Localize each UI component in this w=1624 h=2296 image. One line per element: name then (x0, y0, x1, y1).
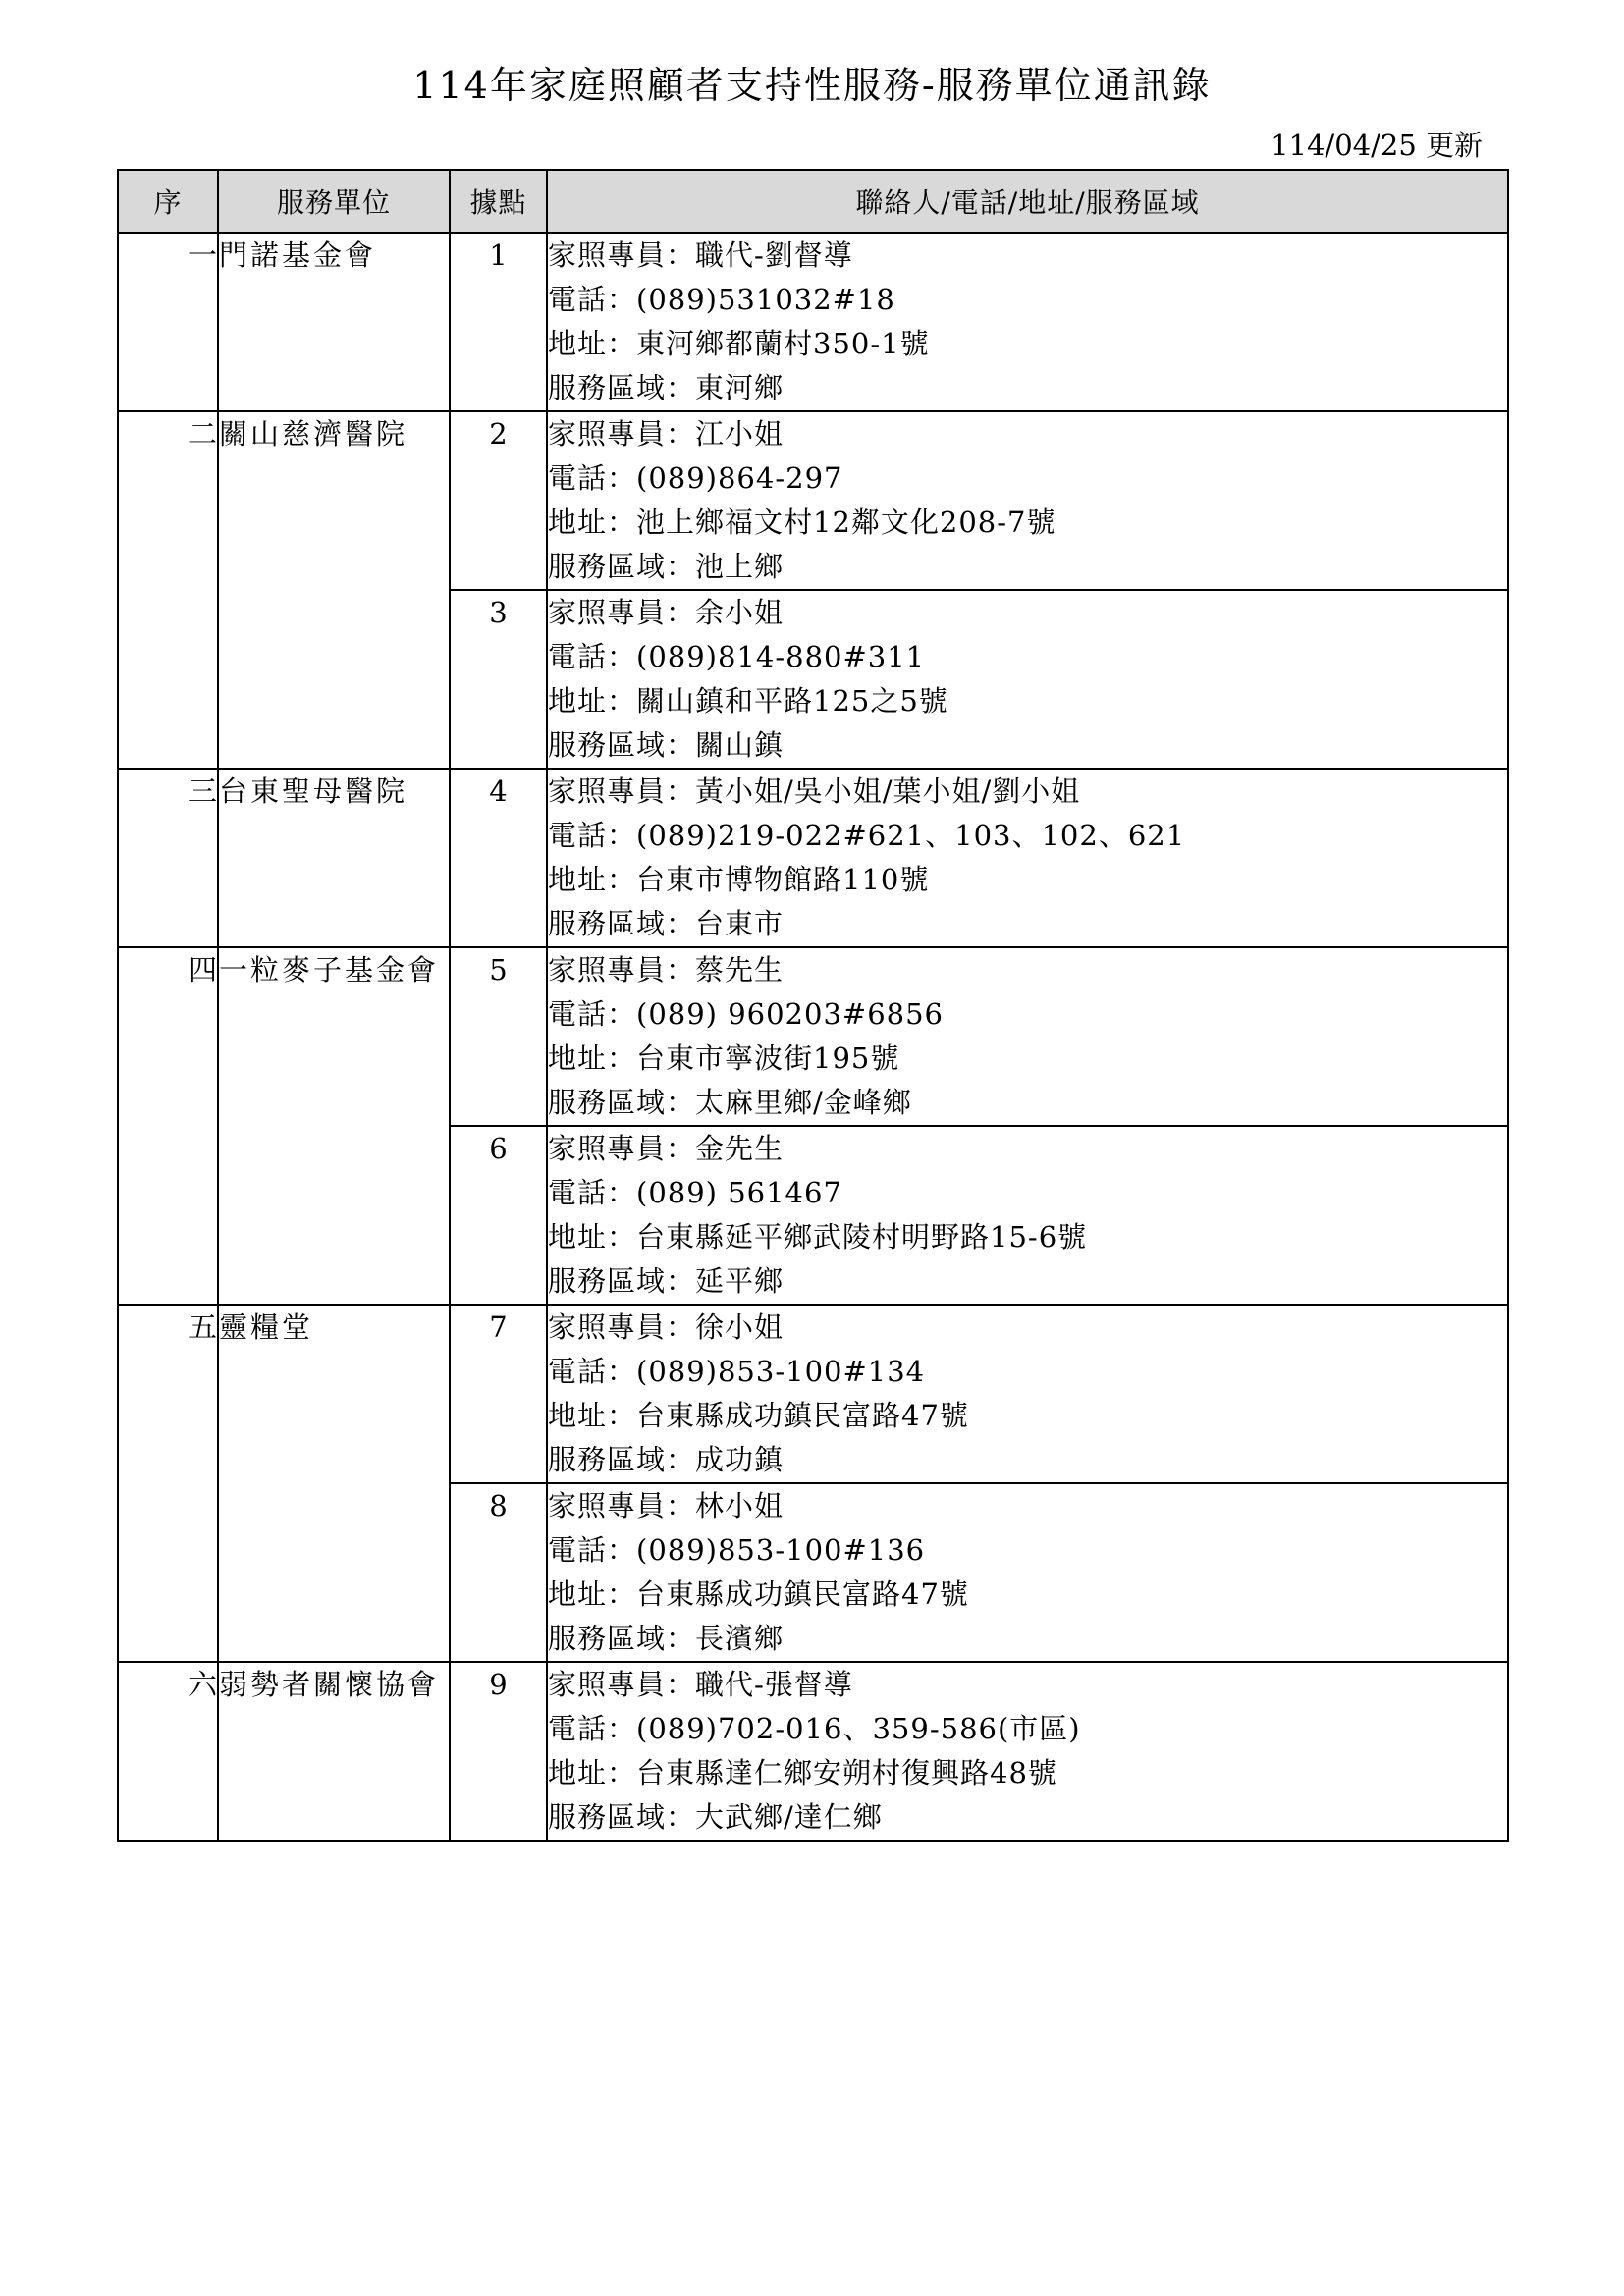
phone: 電話：(089)853-100#136 (548, 1533, 926, 1567)
address: 地址：台東縣延平鄉武陵村明野路15-6號 (548, 1220, 1088, 1254)
table-row (118, 769, 1508, 947)
contact-person: 家照專員：徐小姐 (548, 1310, 785, 1344)
row-site: 5 (450, 947, 547, 1126)
service-area: 服務區域：台東市 (548, 907, 785, 940)
row-unit: 門諾基金會 (218, 233, 450, 411)
table-header-row (118, 170, 1508, 233)
service-area: 服務區域：大武鄉/達仁鄉 (548, 1800, 883, 1834)
row-unit: 靈糧堂 (218, 1305, 450, 1662)
row-info (547, 1483, 1508, 1662)
phone: 電話：(089)531032#18 (548, 283, 895, 316)
address: 地址：台東市寧波街195號 (548, 1041, 900, 1075)
service-area: 服務區域：關山鎮 (548, 728, 785, 762)
row-info (547, 590, 1508, 769)
contact-person: 家照專員：林小姐 (548, 1489, 785, 1522)
row-site: 1 (450, 233, 547, 411)
phone: 電話：(089)853-100#134 (548, 1355, 926, 1388)
address: 地址：關山鎮和平路125之5號 (548, 684, 948, 718)
address: 地址：台東縣成功鎮民富路47號 (548, 1399, 969, 1432)
phone: 電話：(089)219-022#621、103、102、621 (548, 819, 1186, 852)
service-area: 服務區域：長濱鄉 (548, 1622, 785, 1655)
row-seq: 三 (118, 769, 218, 947)
row-seq: 二 (118, 411, 218, 769)
row-seq: 六 (118, 1662, 218, 1841)
row-info (547, 1662, 1508, 1841)
row-info (547, 1126, 1508, 1305)
page-title: 114年家庭照顧者支持性服務-服務單位通訊錄 (412, 64, 1212, 107)
table-row (118, 233, 1508, 411)
row-info (547, 947, 1508, 1126)
row-site: 2 (450, 411, 547, 590)
phone: 電話：(089)702-016、359-586(市區) (548, 1712, 1081, 1745)
row-seq: 五 (118, 1305, 218, 1662)
row-site: 3 (450, 590, 547, 769)
address: 地址：台東縣成功鎮民富路47號 (548, 1577, 969, 1611)
row-site: 9 (450, 1662, 547, 1841)
table-row (118, 947, 1508, 1126)
service-area: 服務區域：東河鄉 (548, 371, 785, 404)
row-unit: 台東聖母醫院 (218, 769, 450, 947)
contact-person: 家照專員：職代-張督導 (548, 1668, 853, 1701)
service-area: 服務區域：太麻里鄉/金峰鄉 (548, 1086, 912, 1119)
contact-person: 家照專員：職代-劉督導 (548, 239, 853, 272)
address: 地址：台東縣達仁鄉安朔村復興路48號 (548, 1756, 1057, 1789)
table-row (118, 1305, 1508, 1483)
phone: 電話：(089)864-297 (548, 461, 843, 495)
service-area: 服務區域：池上鄉 (548, 550, 785, 583)
row-unit: 關山慈濟醫院 (218, 411, 450, 769)
service-area: 服務區域：成功鎮 (548, 1443, 785, 1476)
update-date: 114/04/25 更新 (1271, 129, 1483, 162)
header-site: 據點 (450, 170, 547, 233)
row-unit: 一粒麥子基金會 (218, 947, 450, 1305)
row-seq: 四 (118, 947, 218, 1305)
service-area: 服務區域：延平鄉 (548, 1264, 785, 1298)
row-info (547, 233, 1508, 411)
row-site: 8 (450, 1483, 547, 1662)
service-directory-table (117, 169, 1509, 1842)
row-info (547, 1305, 1508, 1483)
contact-person: 家照專員：蔡先生 (548, 953, 785, 987)
table-row (118, 411, 1508, 590)
row-info (547, 411, 1508, 590)
address: 地址：台東市博物館路110號 (548, 863, 930, 896)
row-seq: 一 (118, 233, 218, 411)
row-info (547, 769, 1508, 947)
row-site: 6 (450, 1126, 547, 1305)
contact-person: 家照專員：江小姐 (548, 417, 785, 451)
phone: 電話：(089) 561467 (548, 1176, 842, 1209)
phone: 電話：(089) 960203#6856 (548, 997, 945, 1031)
address: 地址：池上鄉福文村12鄰文化208-7號 (548, 506, 1056, 539)
table-row (118, 1662, 1508, 1841)
contact-person: 家照專員：金先生 (548, 1132, 785, 1165)
contact-person: 家照專員：黃小姐/吳小姐/葉小姐/劉小姐 (548, 774, 1081, 808)
header-unit: 服務單位 (218, 170, 450, 233)
phone: 電話：(089)814-880#311 (548, 640, 926, 673)
header-seq: 序 (118, 170, 218, 233)
row-site: 7 (450, 1305, 547, 1483)
row-site: 4 (450, 769, 547, 947)
address: 地址：東河鄉都蘭村350-1號 (548, 327, 930, 360)
header-info: 聯絡人/電話/地址/服務區域 (547, 170, 1508, 233)
contact-person: 家照專員：余小姐 (548, 596, 785, 629)
row-unit: 弱勢者關懷協會 (218, 1662, 450, 1841)
